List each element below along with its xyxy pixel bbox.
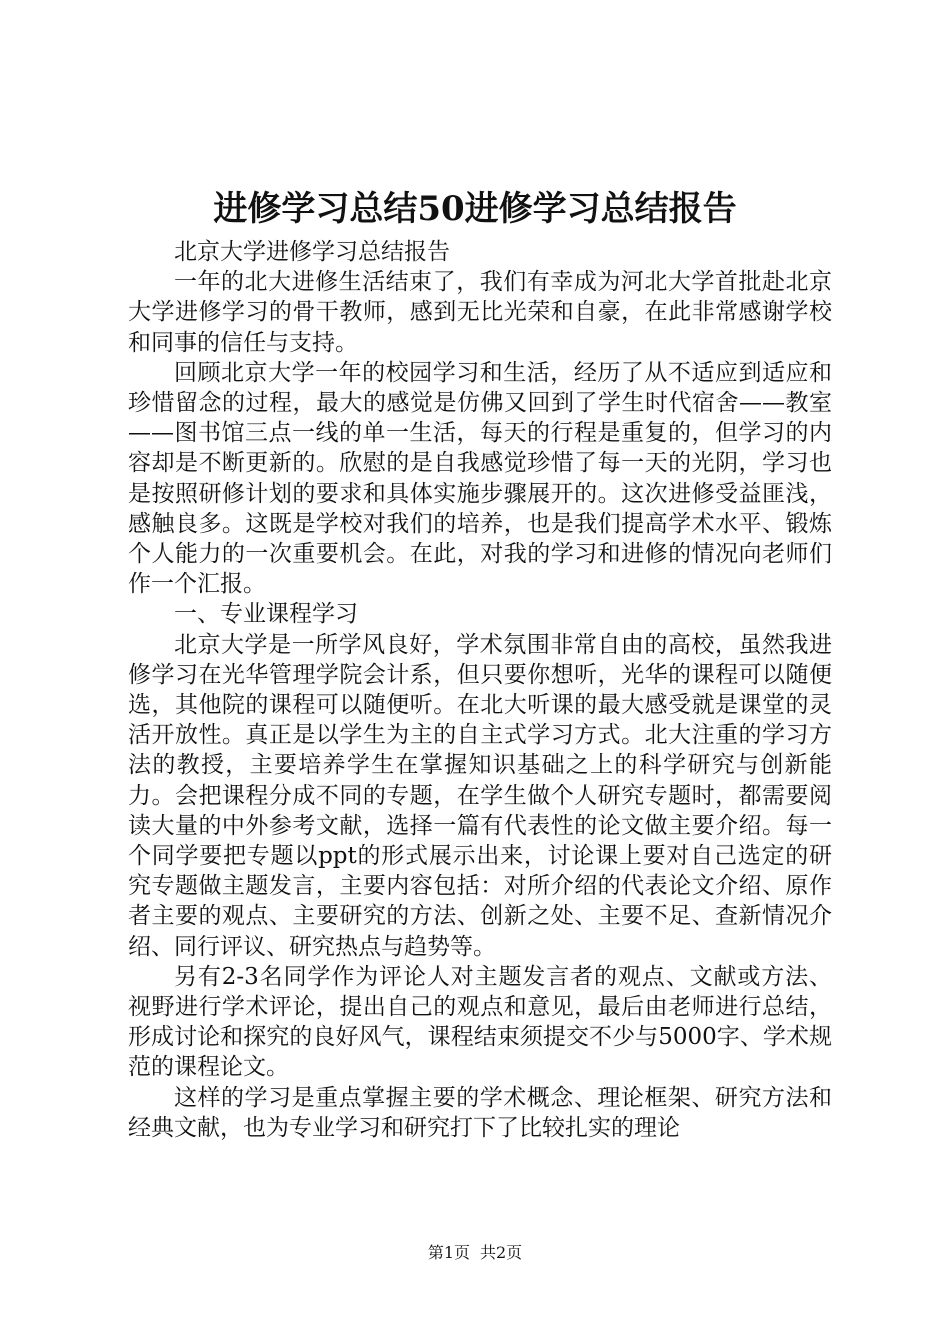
paragraph-intro: 一年的北大进修生活结束了，我们有幸成为河北大学首批赴北京大学进修学习的骨干教师，感到无比光荣和自豪，在此非常感谢学校和同事的信任与支持。 — [128, 269, 832, 356]
page-footer — [0, 1241, 950, 1265]
paragraph-courses: 北京大学是一所学风良好，学术氛围非常自由的高校，虽然我进修学习在光华管理学院会计系，但只要你想听，光华的课程可以随便选，其他院的课程可以随便听。在北大听课的最大感受就是课堂的灵活开放性。真正是以学生为主的自主式学习方式。北大注重的学习方法的教授，主要培养学生在掌握知识基础之上的科学研究与创新能力。会把课程分成不同的专题，在学生做个人研究专题时，都需要阅读大量的中外参考文献，选择一篇有代表性的论文做主要介绍。每一个同学要把专题以ppt的形式展示出来，讨论课上要对自己选定的研究专题做主题发言，主要内容包括：对所介绍的代表论文介绍、原作者主要的观点、主要研究的方法、创新之处、主要不足、查新情况介绍、同行评议、研究热点与趋势等。 — [128, 631, 832, 960]
paragraph-review-process: 另有2-3名同学作为评论人对主题发言者的观点、文献或方法、视野进行学术评论，提出自己的观点和意见，最后由老师进行总结，形成讨论和探究的良好风气，课程结束须提交不少与5000字、学术规范的课程论文。 — [128, 963, 832, 1081]
paragraph-conclusion-partial: 这样的学习是重点掌握主要的学术概念、理论框架、研究方法和经典文献，也为专业学习和研究打下了比较扎实的理论 — [128, 1084, 832, 1141]
document-body — [128, 237, 832, 1143]
paragraph-review: 回顾北京大学一年的校园学习和生活，经历了从不适应到适应和珍惜留念的过程，最大的感觉是仿佛又回到了学生时代宿舍——教室——图书馆三点一线的单一生活，每天的行程是重复的，但学习的内容却是不断更新的。欣慰的是自我感觉珍惜了每一天的光阴，学习也是按照研修计划的要求和具体实施步骤展开的。这次进修受益匪浅，感触良多。这既是学校对我们的培养，也是我们提高学术水平、锻炼个人能力的一次重要机会。在此，对我的学习和进修的情况向老师们作一个汇报。 — [128, 359, 832, 598]
paragraph-subtitle: 北京大学进修学习总结报告 — [174, 239, 450, 265]
section-heading-courses: 一、专业课程学习 — [174, 601, 358, 628]
page-number: 第1页 — [427, 1243, 470, 1262]
document-title: 进修学习总结50进修学习总结报告 — [213, 189, 737, 229]
page-total: 共2页 — [480, 1243, 523, 1262]
